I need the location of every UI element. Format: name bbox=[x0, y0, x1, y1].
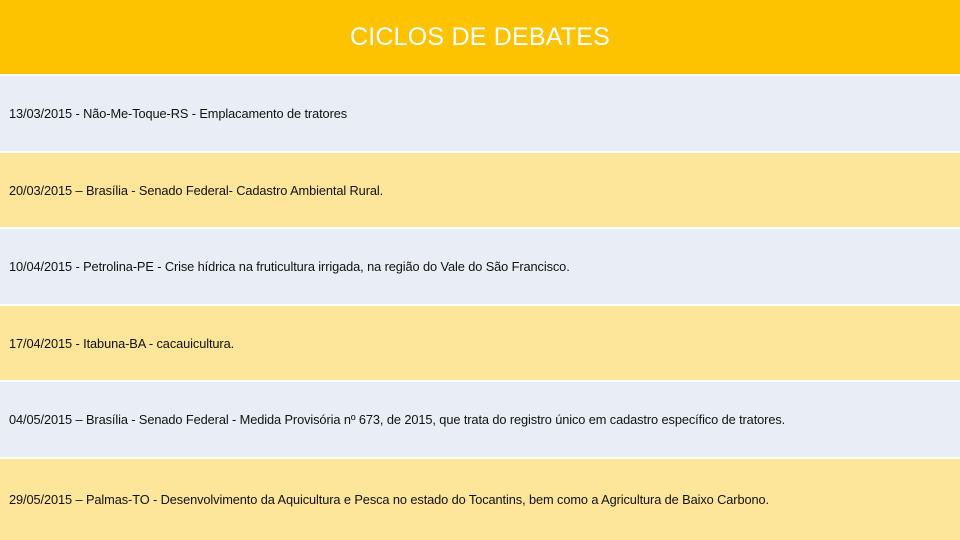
table-row bbox=[0, 459, 960, 540]
table-row bbox=[0, 153, 960, 229]
row-text: 13/03/2015 - Não-Me-Toque-RS - Emplacamento de tratores bbox=[9, 106, 348, 121]
row-text: 10/04/2015 - Petrolina-PE - Crise hídrica na fruticultura irrigada, na região do Vale do São Francisco. bbox=[9, 259, 570, 274]
row-text: 20/03/2015 – Brasília - Senado Federal- Cadastro Ambiental Rural. bbox=[9, 182, 384, 198]
table-row bbox=[0, 306, 960, 382]
table-row bbox=[0, 382, 960, 459]
table-title: CICLOS DE DEBATES bbox=[350, 22, 610, 51]
row-text: 04/05/2015 – Brasília - Senado Federal - Medida Provisória nº 673, de 2015, que trata do registro único em cadastro específico de tratores. bbox=[9, 412, 786, 427]
row-text: 17/04/2015 - Itabuna-BA - cacauicultura. bbox=[9, 335, 235, 351]
row-text: 29/05/2015 – Palmas-TO - Desenvolvimento da Aquicultura e Pesca no estado do Tocantins, bem como a Agricultura de Baixo Carbono. bbox=[9, 492, 769, 507]
table-row bbox=[0, 229, 960, 306]
table-row bbox=[0, 76, 960, 153]
table-header bbox=[0, 0, 960, 76]
